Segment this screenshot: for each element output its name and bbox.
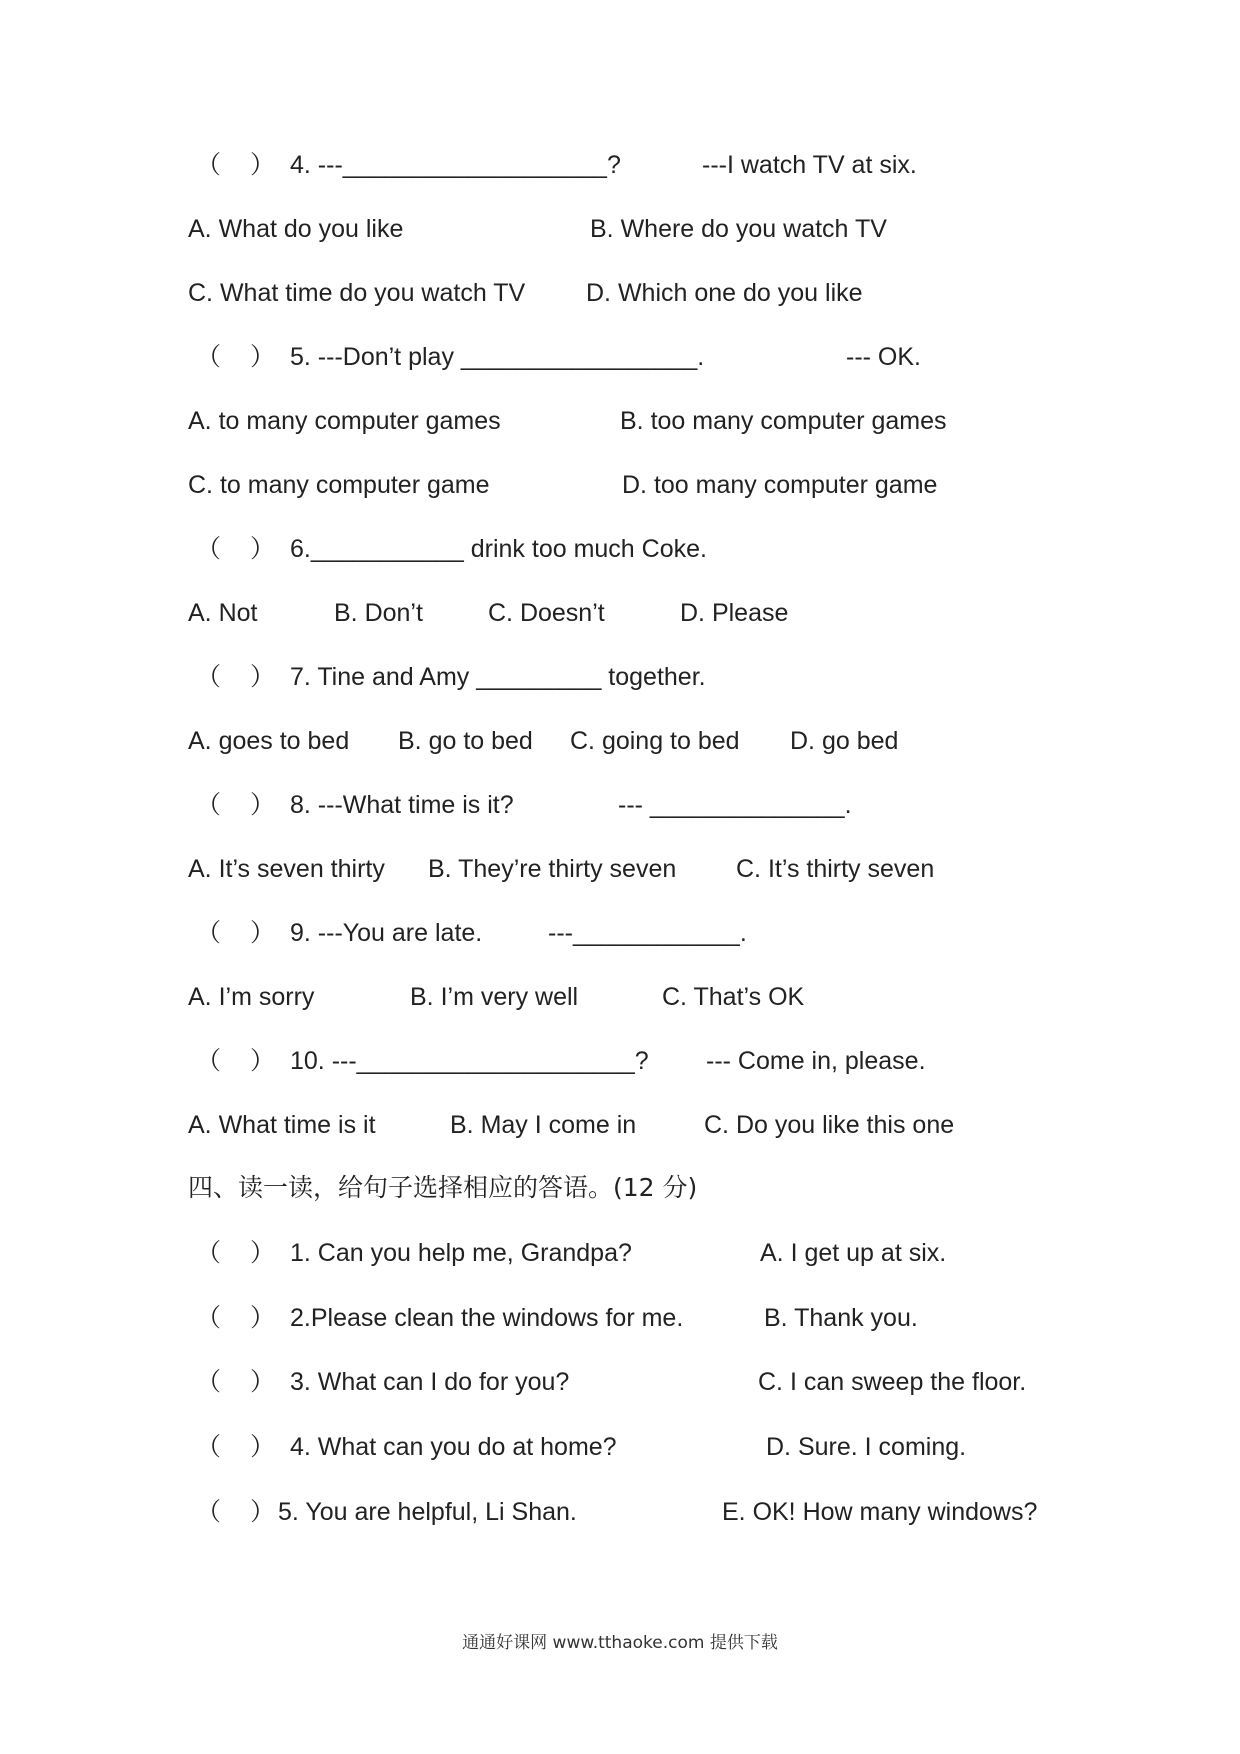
answer-bracket-close: ） <box>250 1498 276 1526</box>
matching-row <box>0 1492 1240 1532</box>
section-heading: 四、读一读，给句子选择相应的答语。(12 分) <box>188 1173 698 1202</box>
option-d: D. go bed <box>790 727 899 755</box>
answer-bracket-close: ） <box>250 1047 276 1075</box>
option-a: A. It’s seven thirty <box>188 855 385 883</box>
options-row <box>0 593 1240 633</box>
question-7 <box>0 657 1240 697</box>
question-prompt: 7. Tine and Amy _________ together. <box>290 663 706 691</box>
question-answer: --- OK. <box>846 343 921 371</box>
matching-row <box>0 1233 1240 1273</box>
answer-bracket-open[interactable]: （ <box>196 343 222 371</box>
matching-question: 1. Can you help me, Grandpa? <box>290 1239 632 1267</box>
option-d: D. too many computer game <box>622 471 938 499</box>
option-a: A. goes to bed <box>188 727 350 755</box>
option-b: B. go to bed <box>398 727 533 755</box>
matching-row <box>0 1362 1240 1402</box>
option-b: B. Where do you watch TV <box>590 215 887 243</box>
matching-answer: C. I can sweep the floor. <box>758 1368 1027 1396</box>
question-prompt: 4. ---___________________? <box>290 151 621 179</box>
answer-bracket-open[interactable]: （ <box>196 1498 222 1526</box>
answer-bracket-close: ） <box>250 151 276 179</box>
option-b: B. I’m very well <box>410 983 579 1011</box>
answer-bracket-open[interactable]: （ <box>196 535 222 563</box>
answer-bracket-close: ） <box>250 919 276 947</box>
question-prompt: 8. ---What time is it? <box>290 791 514 819</box>
option-c: C. going to bed <box>570 727 740 755</box>
question-prompt: 6.___________ drink too much Coke. <box>290 535 707 563</box>
options-row <box>0 721 1240 761</box>
question-answer: --- Come in, please. <box>706 1047 926 1075</box>
matching-row <box>0 1298 1240 1338</box>
answer-bracket-open[interactable]: （ <box>196 151 222 179</box>
answer-bracket-open[interactable]: （ <box>196 1368 222 1396</box>
question-prompt: 10. ---____________________? <box>290 1047 649 1075</box>
question-answer: ---I watch TV at six. <box>702 151 917 179</box>
options-row <box>0 465 1240 505</box>
answer-bracket-close: ） <box>250 791 276 819</box>
matching-question: 5. You are helpful, Li Shan. <box>278 1498 577 1526</box>
option-c: C. What time do you watch TV <box>188 279 526 307</box>
question-6 <box>0 529 1240 569</box>
answer-bracket-open[interactable]: （ <box>196 1239 222 1267</box>
question-10 <box>0 1041 1240 1081</box>
question-4 <box>0 145 1240 185</box>
matching-question: 2.Please clean the windows for me. <box>290 1304 684 1332</box>
page-footer: 通通好课网 www.tthaoke.com 提供下载 <box>462 1633 778 1653</box>
options-row <box>0 1105 1240 1145</box>
answer-bracket-close: ） <box>250 343 276 371</box>
question-9 <box>0 913 1240 953</box>
answer-bracket-close: ） <box>250 1368 276 1396</box>
answer-bracket-close: ） <box>250 1239 276 1267</box>
option-a: A. I’m sorry <box>188 983 315 1011</box>
answer-bracket-close: ） <box>250 1433 276 1461</box>
option-c: C. Do you like this one <box>704 1111 955 1139</box>
options-row <box>0 977 1240 1017</box>
option-b: B. too many computer games <box>620 407 947 435</box>
answer-bracket-close: ） <box>250 535 276 563</box>
option-a: A. What time is it <box>188 1111 376 1139</box>
options-row <box>0 209 1240 249</box>
question-5 <box>0 337 1240 377</box>
matching-answer: B. Thank you. <box>764 1304 918 1332</box>
option-a: A. to many computer games <box>188 407 501 435</box>
question-answer: --- ______________. <box>618 791 852 819</box>
matching-question: 3. What can I do for you? <box>290 1368 570 1396</box>
matching-answer: E. OK! How many windows? <box>722 1498 1038 1526</box>
answer-bracket-close: ） <box>250 1304 276 1332</box>
option-c: C. Doesn’t <box>488 599 605 627</box>
option-c: C. That’s OK <box>662 983 805 1011</box>
option-d: D. Which one do you like <box>586 279 863 307</box>
option-a: A. What do you like <box>188 215 404 243</box>
options-row <box>0 849 1240 889</box>
matching-question: 4. What can you do at home? <box>290 1433 617 1461</box>
answer-bracket-close: ） <box>250 663 276 691</box>
option-b: B. May I come in <box>450 1111 637 1139</box>
answer-bracket-open[interactable]: （ <box>196 1304 222 1332</box>
matching-answer: D. Sure. I coming. <box>766 1433 967 1461</box>
option-c: C. to many computer game <box>188 471 490 499</box>
option-d: D. Please <box>680 599 789 627</box>
option-b: B. They’re thirty seven <box>428 855 677 883</box>
answer-bracket-open[interactable]: （ <box>196 919 222 947</box>
question-prompt: 9. ---You are late. <box>290 919 483 947</box>
question-answer: ---____________. <box>548 919 747 947</box>
matching-answer: A. I get up at six. <box>760 1239 947 1267</box>
answer-bracket-open[interactable]: （ <box>196 663 222 691</box>
option-a: A. Not <box>188 599 258 627</box>
answer-bracket-open[interactable]: （ <box>196 791 222 819</box>
question-prompt: 5. ---Don’t play _________________. <box>290 343 705 371</box>
options-row <box>0 401 1240 441</box>
option-c: C. It’s thirty seven <box>736 855 935 883</box>
matching-row <box>0 1427 1240 1467</box>
options-row <box>0 273 1240 313</box>
option-b: B. Don’t <box>334 599 423 627</box>
answer-bracket-open[interactable]: （ <box>196 1433 222 1461</box>
question-8 <box>0 785 1240 825</box>
answer-bracket-open[interactable]: （ <box>196 1047 222 1075</box>
